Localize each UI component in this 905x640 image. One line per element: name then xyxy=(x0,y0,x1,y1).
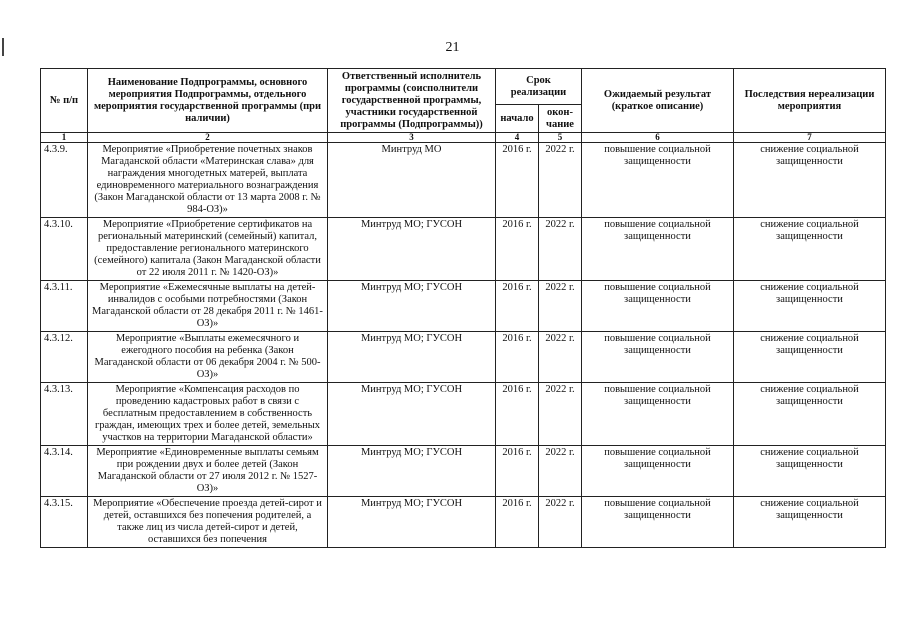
row-name: Мероприятие «Выплаты ежемесячного и ежегодного пособия на ребенка (Закон Магаданской области от 06 декабря 2004 г. № 500-ОЗ)» xyxy=(88,332,328,383)
col-num-1: 1 xyxy=(41,133,88,143)
row-start: 2016 г. xyxy=(496,143,539,218)
row-consequences: снижение социальной защищенности xyxy=(734,332,886,383)
row-number: 4.3.9. xyxy=(41,143,88,218)
header-term: Срок реализации xyxy=(496,69,582,105)
row-start: 2016 г. xyxy=(496,332,539,383)
header-responsible: Ответственный исполнитель программы (соисполнители государственной программы, участники государственной программы (Подпрограммы)) xyxy=(328,69,496,133)
row-start: 2016 г. xyxy=(496,497,539,548)
col-num-6: 6 xyxy=(582,133,734,143)
header-start: начало xyxy=(496,105,539,133)
row-consequences: снижение социальной защищенности xyxy=(734,281,886,332)
row-responsible: Минтруд МО; ГУСОН xyxy=(328,446,496,497)
header-name: Наименование Подпрограммы, основного мероприятия Подпрограммы, отдельного мероприятия государственной программы (при наличии) xyxy=(88,69,328,133)
row-consequences: снижение социальной защищенности xyxy=(734,143,886,218)
row-name: Мероприятие «Приобретение почетных знаков Магаданской области «Материнская слава» для награждения многодетных матерей, выплата единовременного материального вознаграждения (Закон Магаданской области от 13 марта 2008 г. № 984-ОЗ)» xyxy=(88,143,328,218)
header-consequences: Последствия нереализации мероприятия xyxy=(734,69,886,133)
row-number: 4.3.14. xyxy=(41,446,88,497)
row-end: 2022 г. xyxy=(539,281,582,332)
row-number: 4.3.12. xyxy=(41,332,88,383)
row-number: 4.3.13. xyxy=(41,383,88,446)
table-row xyxy=(41,281,886,332)
row-result: повышение социальной защищенности xyxy=(582,497,734,548)
col-num-2: 2 xyxy=(88,133,328,143)
table-row xyxy=(41,143,886,218)
row-start: 2016 г. xyxy=(496,218,539,281)
row-end: 2022 г. xyxy=(539,332,582,383)
row-end: 2022 г. xyxy=(539,383,582,446)
row-responsible: Минтруд МО; ГУСОН xyxy=(328,383,496,446)
table-row xyxy=(41,218,886,281)
row-consequences: снижение социальной защищенности xyxy=(734,218,886,281)
row-result: повышение социальной защищенности xyxy=(582,143,734,218)
table-row xyxy=(41,332,886,383)
row-consequences: снижение социальной защищенности xyxy=(734,497,886,548)
header-row-1 xyxy=(41,69,886,105)
row-result: повышение социальной защищенности xyxy=(582,446,734,497)
row-end: 2022 г. xyxy=(539,143,582,218)
row-name: Мероприятие «Единовременные выплаты семьям при рождении двух и более детей (Закон Магаданской области от 27 июля 2012 г. № 1527-ОЗ)» xyxy=(88,446,328,497)
row-end: 2022 г. xyxy=(539,218,582,281)
program-table xyxy=(40,68,886,548)
row-result: повышение социальной защищенности xyxy=(582,332,734,383)
row-result: повышение социальной защищенности xyxy=(582,281,734,332)
col-num-5: 5 xyxy=(539,133,582,143)
row-result: повышение социальной защищенности xyxy=(582,383,734,446)
table-row xyxy=(41,446,886,497)
column-number-row xyxy=(41,133,886,143)
col-num-4: 4 xyxy=(496,133,539,143)
row-name: Мероприятие «Компенсация расходов по проведению кадастровых работ в связи с бесплатным предоставлением в собственность граждан, имеющих трех и более детей, земельных участков на территории Магаданской области» xyxy=(88,383,328,446)
table-row xyxy=(41,497,886,548)
row-start: 2016 г. xyxy=(496,383,539,446)
row-consequences: снижение социальной защищенности xyxy=(734,446,886,497)
row-responsible: Минтруд МО; ГУСОН xyxy=(328,332,496,383)
page-number: 21 xyxy=(445,40,460,55)
row-number: 4.3.10. xyxy=(41,218,88,281)
row-name: Мероприятие «Приобретение сертификатов на региональный материнский (семейный) капитал, предоставление регионального материнского (семейного) капитала (Закон Магаданской области от 22 июля 2011 г. № 1420-ОЗ)» xyxy=(88,218,328,281)
col-num-3: 3 xyxy=(328,133,496,143)
header-no: № п/п xyxy=(41,69,88,133)
header-result: Ожидаемый результат (краткое описание) xyxy=(582,69,734,133)
row-responsible: Минтруд МО; ГУСОН xyxy=(328,218,496,281)
row-number: 4.3.11. xyxy=(41,281,88,332)
row-end: 2022 г. xyxy=(539,446,582,497)
row-end: 2022 г. xyxy=(539,497,582,548)
row-number: 4.3.15. xyxy=(41,497,88,548)
header-end: окон-чание xyxy=(539,105,582,133)
row-name: Мероприятие «Обеспечение проезда детей-сирот и детей, оставшихся без попечения родителей, а также лиц из числа детей-сирот и детей, оставшихся без попечения xyxy=(88,497,328,548)
row-name: Мероприятие «Ежемесячные выплаты на детей-инвалидов с особыми потребностями (Закон Магаданской области от 28 декабря 2011 г. № 1461-ОЗ)» xyxy=(88,281,328,332)
table-row xyxy=(41,383,886,446)
row-responsible: Минтруд МО; ГУСОН xyxy=(328,497,496,548)
row-responsible: Минтруд МО; ГУСОН xyxy=(328,281,496,332)
row-consequences: снижение социальной защищенности xyxy=(734,383,886,446)
row-responsible: Минтруд МО xyxy=(328,143,496,218)
row-start: 2016 г. xyxy=(496,446,539,497)
row-start: 2016 г. xyxy=(496,281,539,332)
col-num-7: 7 xyxy=(734,133,886,143)
row-result: повышение социальной защищенности xyxy=(582,218,734,281)
